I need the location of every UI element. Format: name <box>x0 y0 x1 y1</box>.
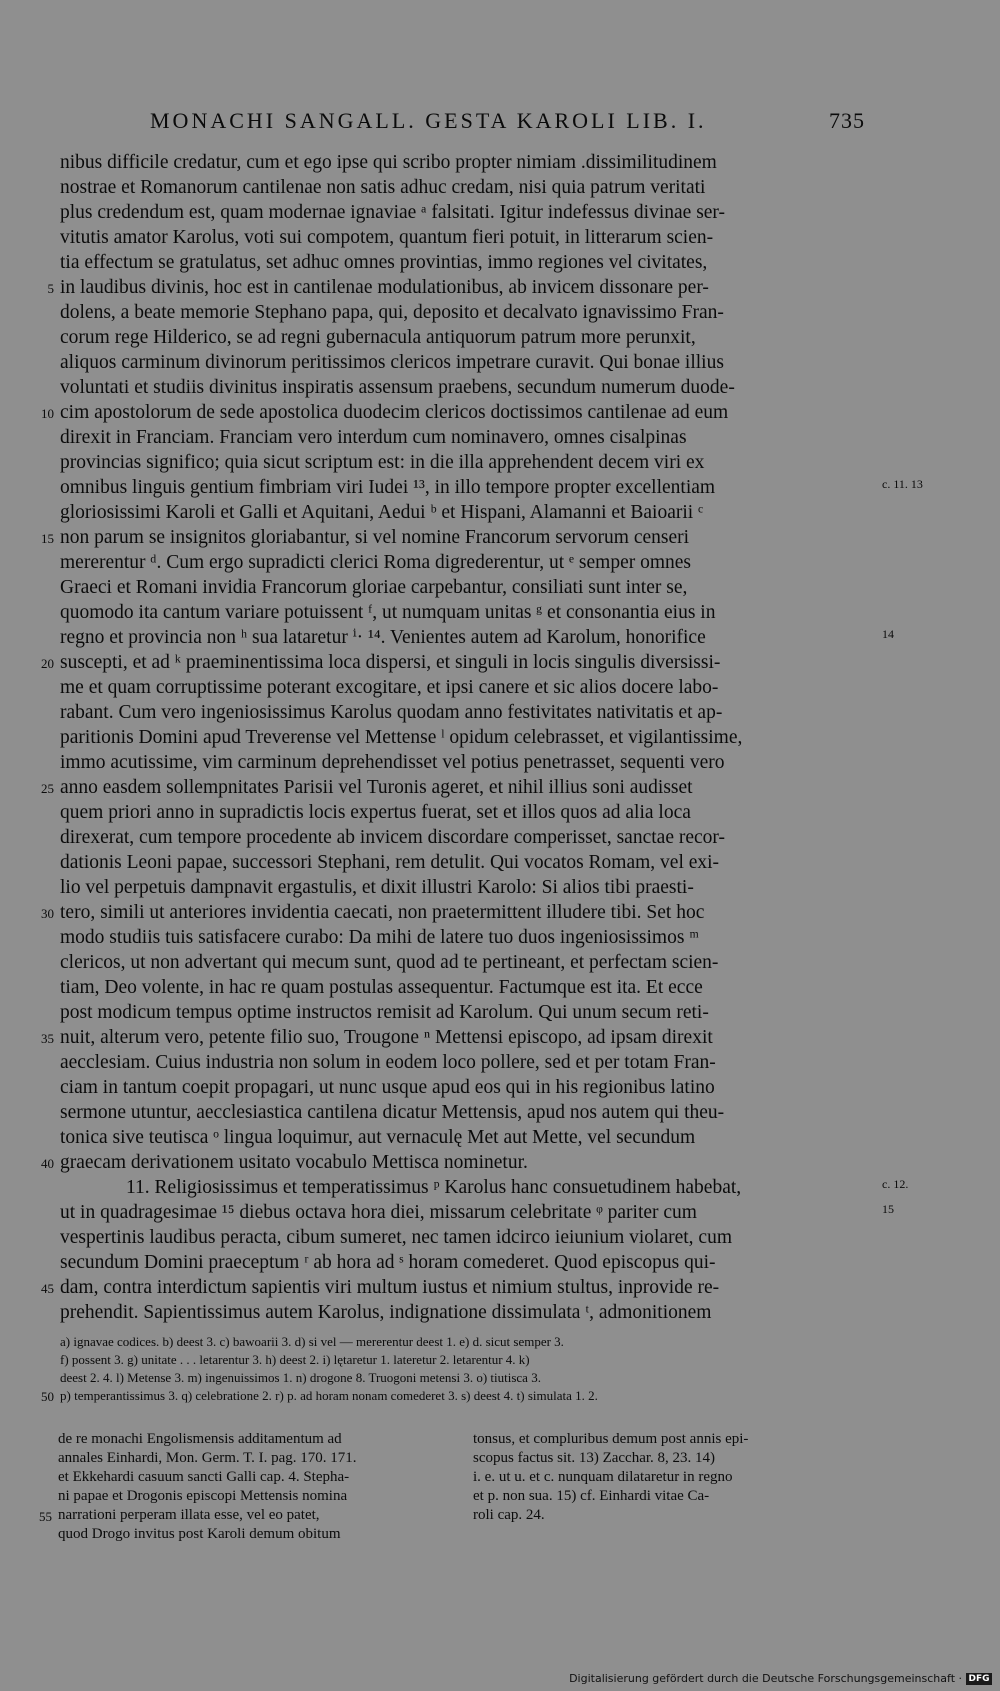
line-text: mererentur ᵈ. Cum ergo supradicti clerici Roma digrederentur, ut ᵉ semper omnes <box>60 552 692 573</box>
line-text: direxerat, cum tempore procedente ab invicem discordare comperisset, sanctae recor- <box>60 827 725 848</box>
text-line <box>60 375 870 400</box>
line-text: dam, contra interdictum sapientis viri multum iustus et nimium stultus, inprovide re- <box>60 1277 720 1298</box>
line-number: 20 <box>41 656 54 671</box>
text-line <box>60 150 870 175</box>
apparatus-line <box>60 1351 870 1369</box>
text-line <box>60 1200 894 1225</box>
line-text: provincias significo; quia sicut scriptum est: in die illa apprehendent decem viri ex <box>60 452 705 473</box>
line-text: rabant. Cum vero ingeniosissimus Karolus quodam anno festivitates nativitatis et ap- <box>60 702 723 723</box>
line-text: ut in quadragesimae ¹⁵ diebus octava hora diei, missarum celebritate ᵠ pariter cum <box>60 1202 697 1223</box>
line-text: anno easdem sollempnitates Parisii vel Turonis ageret, et nihil illius soni audisset <box>60 777 693 798</box>
text-line <box>60 1050 870 1075</box>
page-number: 735 <box>829 108 865 133</box>
text-line <box>60 925 870 950</box>
line-number: 5 <box>47 281 54 296</box>
text-line <box>60 950 870 975</box>
text-line <box>60 850 870 875</box>
line-number: 10 <box>41 406 54 421</box>
text-line <box>60 750 870 775</box>
commentary-line <box>39 1506 458 1525</box>
line-text: graecam derivationem usitato vocabulo Mettisca nominetur. <box>60 1152 528 1173</box>
apparatus-text: deest 2. 4. l) Metense 3. m) ingenuissimos 1. n) drogone 8. Truogoni metensi 3. o) tiutisca 3. <box>60 1370 541 1385</box>
text-line <box>60 675 870 700</box>
line-text: tiam, Deo volente, in hac re quam postulas assequentur. Factumque est ita. Et ecce <box>60 977 703 998</box>
line-text: gloriosissimi Karoli et Galli et Aquitani, Aedui ᵇ et Hispani, Alamanni et Baioarii ᶜ <box>60 502 704 523</box>
text-line <box>60 225 870 250</box>
text-line <box>60 575 870 600</box>
line-text: corum rege Hilderico, se ad regni gubernacula antiquorum patrum more perunxit, <box>60 327 696 348</box>
line-number: 45 <box>41 1281 54 1296</box>
line-text: quem priori anno in supradictis locis expertus fuerat, set et illos quos ad alia loca <box>60 802 691 823</box>
text-line <box>60 500 870 525</box>
commentary-line <box>58 1430 458 1449</box>
line-text: non parum se insignitos gloriabantur, si vel nomine Francorum servorum censeri <box>60 527 690 548</box>
line-text: post modicum tempus optime instructos remisit ad Karolum. Qui unum secum reti- <box>60 1002 709 1023</box>
line-text: quomodo ita cantum variare potuissent ᶠ, ut numquam unitas ᵍ et consonantia eius in <box>60 602 716 623</box>
text-line <box>60 1175 909 1200</box>
commentary-line <box>58 1487 458 1506</box>
line-number: 30 <box>41 906 54 921</box>
text-line <box>41 525 870 550</box>
commentary-line: i. e. ut u. et c. nunquam dilataretur in regno <box>473 1469 733 1485</box>
line-text: ciam in tantum coepit propagari, ut nunc usque apud eos qui in his regionibus latino <box>60 1077 715 1098</box>
running-title: MONACHI SANGALL. GESTA KAROLI LIB. I. <box>150 108 707 133</box>
text-line <box>60 875 870 900</box>
text-line <box>60 1075 870 1100</box>
line-text: plus credendum est, quam modernae ignaviae ᵃ falsitati. Igitur indefessus divinae ser- <box>60 202 726 223</box>
line-text: voluntati et studiis divinitus inspiratis assensum praebens, secundum numerum duode- <box>60 377 735 398</box>
text-line <box>60 825 870 850</box>
line-text: tia effectum se gratulatus, set adhuc omnes provintias, immo regiones vel civitates, <box>60 252 708 273</box>
text-line <box>60 1225 870 1250</box>
margin-note: c. 12. <box>882 1177 909 1191</box>
line-text: paritionis Domini apud Treverense vel Mettense ˡ opidum celebrasset, et vigilantissime, <box>60 727 743 748</box>
footer-credit: Digitalisierung gefördert durch die Deutsche Forschungsgemeinschaft · <box>569 1672 962 1685</box>
text-line <box>60 700 870 725</box>
line-text: tero, simili ut anteriores invidentia caecati, non praetermittent illudere tibi. Set hoc <box>60 902 705 923</box>
line-text: vitutis amator Karolus, voti sui compotem, quantum fieri potuit, in litterarum scien- <box>60 227 714 248</box>
text-line <box>60 200 870 225</box>
commentary-text: annales Einhardi, Mon. Germ. T. I. pag. 170. 171. <box>58 1450 357 1466</box>
text-line <box>60 975 870 1000</box>
line-text: in laudibus divinis, hoc est in cantilenae modulationibus, ab invicem dissonare per- <box>60 277 709 298</box>
commentary-text: quod Drogo invitus post Karoli demum obitum <box>58 1526 341 1542</box>
text-line <box>60 1100 870 1125</box>
text-line <box>60 350 870 375</box>
line-text: tonica sive teutisca ᵒ lingua loquimur, aut vernaculę Met aut Mette, vel secundum <box>60 1127 696 1148</box>
text-line <box>60 800 870 825</box>
line-text: sermone utuntur, aecclesiastica cantilena dicatur Mettensis, apud nos autem qui theu- <box>60 1102 725 1123</box>
line-number: 15 <box>41 531 54 546</box>
line-text: Graeci et Romani invidia Francorum gloriae carpebantur, consiliati sunt inter se, <box>60 577 688 598</box>
apparatus-line <box>60 1333 870 1351</box>
apparatus-text: f) possent 3. g) unitate . . . letarentur 3. h) deest 2. i) lętaretur 1. lateretur 2. letarentur 4. k) <box>60 1352 530 1367</box>
line-text: dationis Leoni papae, successori Stephani, rem detulit. Qui vocatos Romam, vel exi- <box>60 852 720 873</box>
line-text: aecclesiam. Cuius industria non solum in eodem loco pollere, sed et per totam Fran- <box>60 1052 716 1073</box>
commentary-text: ni papae et Drogonis episcopi Mettensis nomina <box>58 1488 348 1504</box>
commentary-text: de re monachi Engolismensis additamentum ad <box>58 1431 342 1447</box>
text-line <box>60 425 870 450</box>
line-number: 40 <box>41 1156 54 1171</box>
line-text: suscepti, et ad ᵏ praeminentissima loca dispersi, et singuli in locis singulis diversissi- <box>60 652 721 673</box>
commentary-line <box>58 1449 458 1468</box>
margin-note: 15 <box>882 1202 894 1216</box>
text-line <box>60 325 870 350</box>
text-line <box>41 400 870 425</box>
commentary-right-column <box>473 1430 868 1525</box>
margin-note: c. 11. 13 <box>882 477 923 491</box>
text-line <box>47 275 870 300</box>
commentary-line <box>58 1468 458 1487</box>
line-text: nuit, alterum vero, petente filio suo, Trougone ⁿ Mettensi episcopo, ad ipsam direxit <box>60 1027 713 1048</box>
line-text: regno et provincia non ʰ sua lataretur ⁱ· ¹⁴. Venientes autem ad Karolum, honorifice <box>60 627 706 648</box>
line-text: secundum Domini praeceptum ʳ ab hora ad ˢ horam comederet. Quod episcopus qui- <box>60 1252 716 1273</box>
commentary-text: et Ekkehardi casuum sancti Galli cap. 4. Stepha- <box>58 1469 350 1485</box>
apparatus-text: p) temperantissimus 3. q) celebratione 2. r) p. ad horam nonam comederet 3. s) deest 4. t) simulata 1. 2. <box>60 1388 598 1403</box>
line-text: vespertinis laudibus peracta, cibum sumeret, nec tamen idcirco ieiunium violaret, cum <box>60 1227 732 1248</box>
line-number: 50 <box>41 1389 54 1404</box>
main-text <box>41 150 923 1325</box>
text-line <box>60 1000 870 1025</box>
commentary-line: tonsus, et compluribus demum post annis epi- <box>473 1431 749 1447</box>
line-number: 55 <box>39 1509 52 1524</box>
commentary-line <box>58 1525 458 1544</box>
text-line <box>41 900 870 925</box>
text-line <box>41 1150 870 1175</box>
line-text: aliquos carminum divinorum peritissimos clericos impetrare curavit. Qui bonae illius <box>60 352 724 373</box>
line-text: direxit in Franciam. Franciam vero interdum cum nominavero, omnes cisalpinas <box>60 427 687 448</box>
line-text: nostrae et Romanorum cantilenae non satis adhuc credam, nisi quia patrum veritati <box>60 177 706 198</box>
line-text: immo acutissime, vim carminum deprehendisset vel potius penetrasset, sequenti vero <box>60 752 725 773</box>
text-line <box>60 725 870 750</box>
commentary-line: roli cap. 24. <box>473 1507 545 1523</box>
line-text: 11. Religiosissimus et temperatissimus ᵖ Karolus hanc consuetudinem habebat, <box>126 1177 742 1198</box>
apparatus-text: a) ignavae codices. b) deest 3. c) bawoarii 3. d) si vel — mererentur deest 1. e) d. sicut semper 3. <box>60 1334 564 1349</box>
text-line <box>60 625 894 650</box>
line-text: lio vel perpetuis dampnavit ergastulis, et dixit illustri Karolo: Si alios tibi praesti- <box>60 877 694 898</box>
line-text: me et quam corruptissime poterant excogitare, et ipsi canere et sic alios docere labo- <box>60 677 719 698</box>
digitization-footer <box>569 1672 992 1685</box>
line-text: modo studiis tuis satisfacere curabo: Da mihi de latere tuo duos ingeniosissimos ᵐ <box>60 927 699 948</box>
text-line <box>60 1300 870 1325</box>
line-text: omnibus linguis gentium fimbriam viri Iudei ¹³, in illo tempore propter excellentiam <box>60 477 716 498</box>
line-text: dolens, a beate memorie Stephano papa, qui, deposito et decalvato ignavissimo Fran- <box>60 302 724 323</box>
commentary-text: narrationi perperam illata esse, vel eo patet, <box>58 1507 320 1523</box>
commentary-left-column <box>39 1430 458 1544</box>
dfg-logo: DFG <box>966 1673 992 1685</box>
text-line <box>60 600 870 625</box>
line-text: prehendit. Sapientissimus autem Karolus, indignatione dissimulata ᵗ, admonitionem <box>60 1302 712 1323</box>
text-line <box>60 175 870 200</box>
text-line <box>60 1125 870 1150</box>
text-line <box>41 1275 870 1300</box>
text-line <box>41 1025 870 1050</box>
text-line <box>60 250 870 275</box>
text-line <box>60 550 870 575</box>
line-text: nibus difficile credatur, cum et ego ipse qui scribo propter nimiam .dissimilitudinem <box>60 152 717 173</box>
line-number: 35 <box>41 1031 54 1046</box>
margin-note: 14 <box>882 627 894 641</box>
text-line <box>60 475 923 500</box>
commentary-line: scopus factus sit. 13) Zacchar. 8, 23. 14) <box>473 1450 716 1466</box>
apparatus-line <box>41 1387 870 1405</box>
line-number: 25 <box>41 781 54 796</box>
line-text: clericos, ut non advertant qui mecum sunt, quod ad te pertineant, et perfectam scien- <box>60 952 719 973</box>
text-line <box>60 300 870 325</box>
text-line <box>60 450 870 475</box>
apparatus-line <box>60 1369 870 1387</box>
commentary-line: et p. non sua. 15) cf. Einhardi vitae Ca- <box>473 1488 710 1504</box>
line-text: cim apostolorum de sede apostolica duodecim clericos doctissimos cantilenae ad eum <box>60 402 729 423</box>
text-line <box>41 650 870 675</box>
text-line <box>41 775 870 800</box>
running-header <box>150 108 865 138</box>
critical-apparatus <box>41 1333 870 1405</box>
text-line <box>60 1250 870 1275</box>
